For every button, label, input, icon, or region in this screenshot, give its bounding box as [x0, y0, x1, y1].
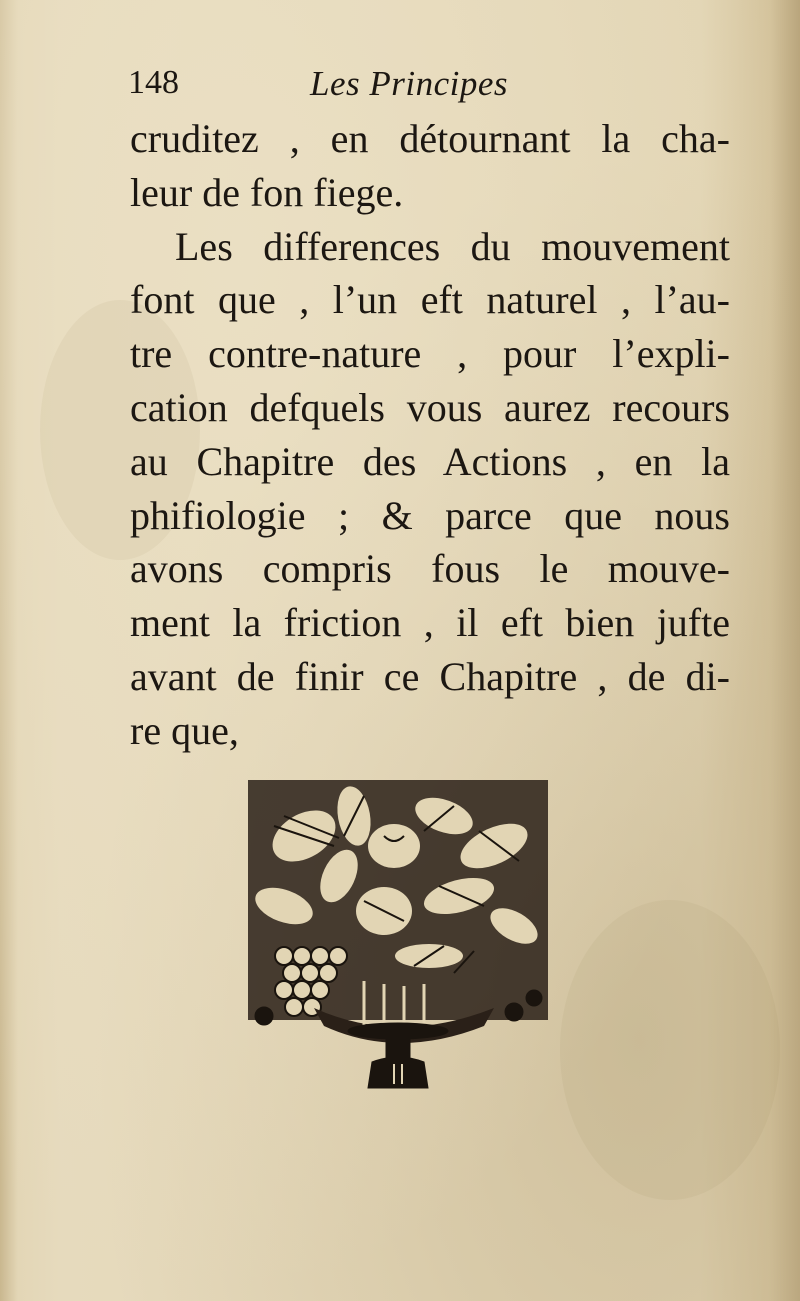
text-line: cation defquels vous aurez recours: [130, 384, 730, 430]
text-line: font que , l’un eft naturel , l’au-: [130, 277, 730, 323]
fruit-basket-woodcut-icon: [244, 776, 552, 1094]
running-head: Les Principes: [310, 64, 509, 103]
text-line: tre contre-nature , pour l’expli-: [130, 331, 730, 377]
text-line: Les differences du mouvement: [175, 223, 730, 269]
page-header: [128, 64, 728, 108]
text-line: leur de fon fiege.: [130, 169, 404, 215]
text-line: re que,: [130, 707, 239, 753]
text-line: au Chapitre des Actions , en la: [130, 438, 730, 484]
page-number: 148: [128, 64, 179, 101]
text-line: cruditez , en détournant la cha-: [130, 116, 730, 161]
text-line: ment la friction , il eft bien jufte: [130, 600, 730, 646]
paper-stain: [560, 900, 780, 1200]
body-text: [130, 112, 730, 758]
text-line: phifiologie ; & parce que nous: [130, 492, 730, 538]
text-line: avant de finir ce Chapitre , de di-: [130, 653, 730, 699]
text-line: avons compris fous le mouve-: [130, 546, 730, 592]
